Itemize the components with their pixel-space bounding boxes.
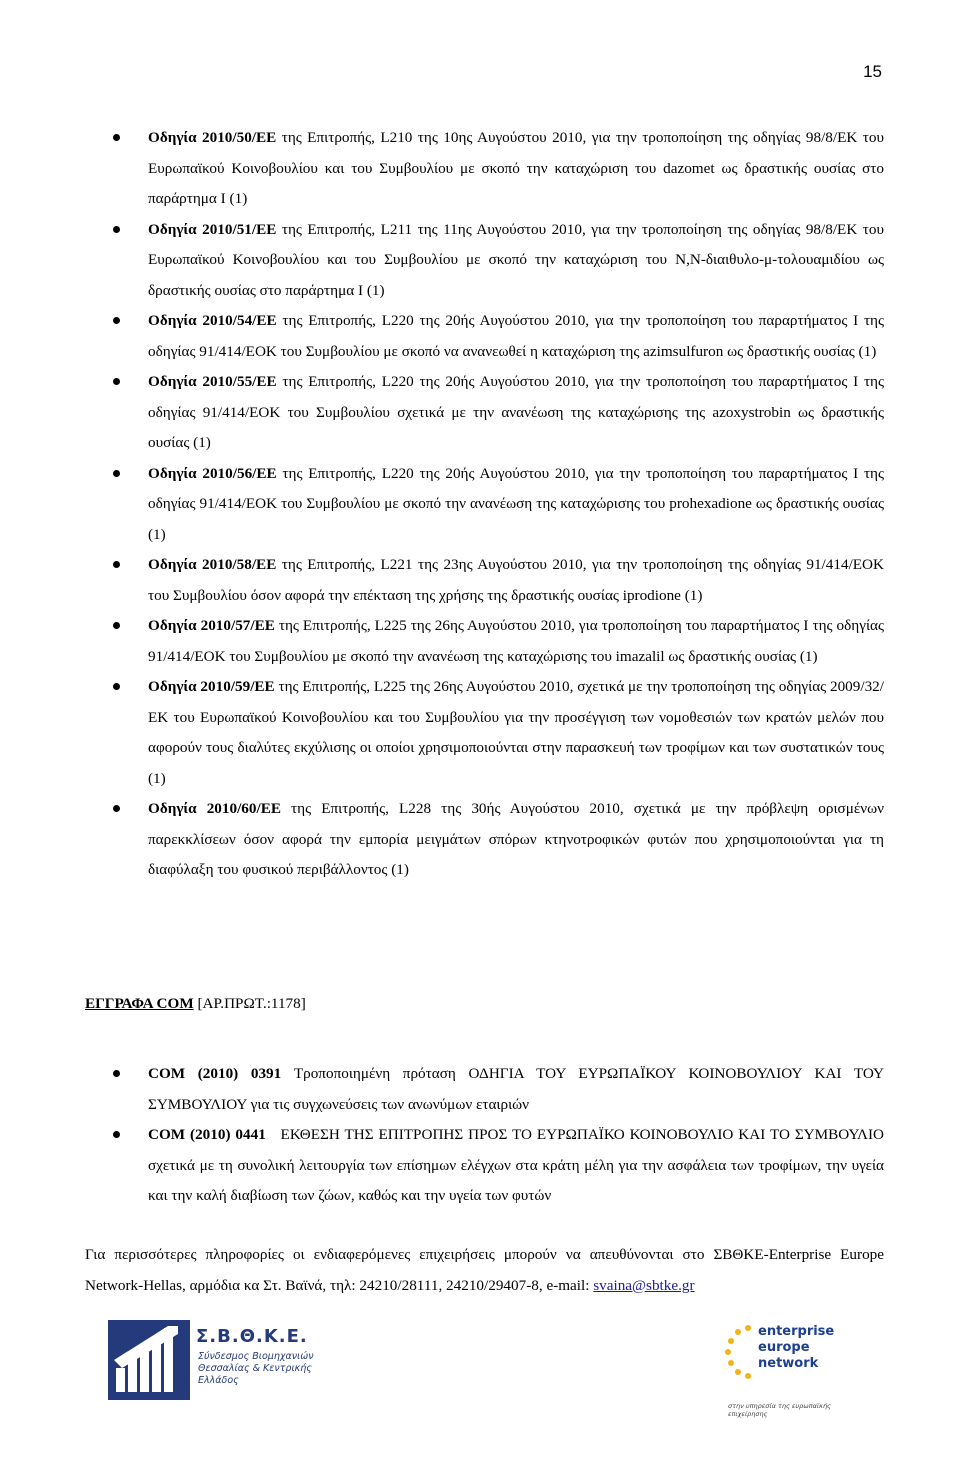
bullet-icon bbox=[113, 683, 120, 690]
bullet-icon bbox=[113, 134, 120, 141]
list-item bbox=[148, 672, 884, 794]
list-item bbox=[148, 306, 884, 367]
svbtke-abbr: Σ.Β.Θ.Κ.Ε. bbox=[196, 1326, 308, 1347]
contact-paragraph bbox=[85, 1240, 884, 1301]
bullet-icon bbox=[113, 317, 120, 324]
een-word-2: europe bbox=[758, 1340, 810, 1355]
page-number: 15 bbox=[863, 62, 882, 81]
directive-title: Οδηγία 2010/59/ΕΕ bbox=[148, 678, 275, 695]
directive-text: της Επιτροπής, L228 της 30ής Αυγούστου 2010, σχετικά με την πρόβλεψη ορισμένων παρεκκλίσεων όσον αφορά την εμπορία μειγμάτων σπόρων κτηνοτροφικών φυτών που χρησιμοποιούνται για τη διαφύλαξη του φυσικού περιβάλλοντος (1) bbox=[148, 800, 884, 878]
directive-text: της Επιτροπής, L210 της 10ης Αυγούστου 2010, για την τροποποίηση της οδηγίας 98/8/ΕΚ του Ευρωπαϊκού Κοινοβουλίου και του Συμβουλίου με σκοπό την καταχώριση του dazomet ως δραστικής ουσίας στο παράρτημα Ι (1) bbox=[148, 129, 884, 207]
list-item bbox=[148, 123, 884, 215]
contact-text: Για περισσότερες πληροφορίες οι ενδιαφερόμενες επιχειρήσεις μπορούν να απευθύνονται στο ΣΒΘΚΕ-Enterprise Europe Network-Hellas, αρμόδια κα Στ. Βαϊνά, τηλ: 24210/28111, 24210/29407-8, e-mail: bbox=[85, 1246, 884, 1294]
com-section-ref: [ΑΡ.ΠΡΩΤ.:1178] bbox=[193, 995, 306, 1012]
directive-text: της Επιτροπής, L225 της 26ης Αυγούστου 2010, σχετικά με την τροποποίηση της οδηγίας 2009/32/ΕΚ του Ευρωπαϊκού Κοινοβουλίου και του Συμβουλίου για την προσέγγιση των νομοθεσιών των κρατών μελών που αφορούν τους διαλύτες εκχύλισης οι οποίοι χρησιμοποιούνται στην παρασκευή των τροφίμων και των συστατικών τους (1) bbox=[148, 678, 885, 787]
list-item bbox=[148, 367, 884, 459]
com-doc-id: COM (2010) 0441 bbox=[148, 1126, 266, 1143]
list-item bbox=[148, 1120, 888, 1212]
directive-text: της Επιτροπής, L220 της 20ής Αυγούστου 2010, για την τροποποίηση του παραρτήματος I της οδηγίας 91/414/ΕΟΚ του Συμβουλίου με σκοπό την ανανέωση της καταχώρισης του prohexadione ως δραστικής ουσίας (1) bbox=[148, 464, 884, 543]
directive-title: Οδηγία 2010/51/ΕΕ bbox=[148, 220, 277, 238]
list-item bbox=[148, 215, 884, 307]
list-item bbox=[148, 1059, 888, 1120]
een-logo bbox=[722, 1318, 862, 1418]
directive-list bbox=[148, 123, 884, 886]
bullet-icon bbox=[113, 561, 120, 568]
com-section-heading bbox=[85, 995, 306, 1013]
com-section-title: ΕΓΓΡΑΦΑ COM bbox=[85, 995, 194, 1012]
directive-title: Οδηγία 2010/50/ΕΕ bbox=[148, 129, 277, 146]
bullet-icon bbox=[113, 226, 120, 233]
stars-icon bbox=[724, 1322, 758, 1382]
svbtke-logo bbox=[108, 1320, 318, 1400]
directive-text: της Επιτροπής, L221 της 23ης Αυγούστου 2010, για την τροποποίηση της οδηγίας 91/414/ΕΟΚ του Συμβουλίου όσον αφορά την επέκταση της χρήσης της δραστικής ουσίας iprodione (1) bbox=[148, 556, 884, 604]
directive-title: Οδηγία 2010/55/ΕΕ bbox=[148, 373, 277, 390]
list-item bbox=[148, 550, 884, 611]
list-item bbox=[148, 794, 884, 886]
directive-text: της Επιτροπής, L220 της 20ής Αυγούστου 2010, για την τροποποίηση του παραρτήματος I της οδηγίας 91/414/ΕΟΚ του Συμβουλίου σχετικά με την ανανέωση της καταχώρισης της azoxystrobin ως δραστικής ουσίας (1) bbox=[148, 373, 884, 451]
bullet-icon bbox=[113, 622, 120, 629]
com-doc-id: COM (2010) 0391 bbox=[148, 1065, 282, 1082]
svbtke-full-name: Σύνδεσμος Βιομηχανιών Θεσσαλίας & Κεντρικής Ελλάδος bbox=[198, 1351, 314, 1386]
directive-text: της Επιτροπής, L220 της 20ής Αυγούστου 2010, για την τροποποίηση του παραρτήματος I της οδηγίας 91/414/ΕΟΚ του Συμβουλίου με σκοπό να ανανεωθεί η καταχώριση της azimsulfuron ως δραστικής ουσίας (1) bbox=[148, 312, 884, 360]
com-doc-text: Τροποποιημένη πρόταση ΟΔΗΓΙΑ ΤΟΥ ΕΥΡΩΠΑΪΚΟΥ ΚΟΙΝΟΒΟΥΛΙΟΥ ΚΑΙ ΤΟΥ ΣΥΜΒΟΥΛΙΟΥ για τις συγχωνεύσεις των ανωνύμων εταιριών bbox=[148, 1065, 888, 1113]
directive-title: Οδηγία 2010/58/ΕΕ bbox=[148, 556, 277, 573]
directive-title: Οδηγία 2010/54/ΕΕ bbox=[148, 312, 277, 329]
svbtke-logo-icon bbox=[108, 1320, 190, 1400]
bullet-icon bbox=[113, 1131, 120, 1138]
een-word-1: enterprise bbox=[758, 1324, 835, 1339]
bullet-icon bbox=[113, 1070, 120, 1077]
directive-text: της Επιτροπής, L225 της 26ης Αυγούστου 2010, για τροποποίηση του παραρτήματος I της οδηγίας 91/414/ΕΟΚ του Συμβουλίου με σκοπό την ανανέωση της καταχώρισης του imazalil ως δραστικής ουσίας (1) bbox=[148, 617, 885, 665]
list-item bbox=[148, 459, 884, 551]
directive-title: Οδηγία 2010/60/ΕΕ bbox=[148, 800, 281, 817]
list-item bbox=[148, 611, 884, 672]
bullet-icon bbox=[113, 470, 120, 477]
directive-title: Οδηγία 2010/56/ΕΕ bbox=[148, 464, 277, 482]
bullet-icon bbox=[113, 805, 120, 812]
bullet-icon bbox=[113, 378, 120, 385]
com-document-list bbox=[148, 1059, 888, 1212]
email-link[interactable]: svaina@sbtke.gr bbox=[593, 1276, 695, 1294]
directive-title: Οδηγία 2010/57/ΕΕ bbox=[148, 617, 275, 634]
een-tagline: στην υπηρεσία της ευρωπαϊκής επιχείρησης bbox=[728, 1402, 831, 1418]
com-doc-text: ΕΚΘΕΣΗ ΤΗΣ ΕΠΙΤΡΟΠΗΣ ΠΡΟΣ ΤΟ ΕΥΡΩΠΑΪΚΟ ΚΟΙΝΟΒΟΥΛΙΟ ΚΑΙ ΤΟ ΣΥΜΒΟΥΛΙΟ σχετικά με τη συνολική λειτουργία των επίσημων ελέγχων στα κράτη μέλη για την ασφάλεια των τροφίμων, την υγεία και την καλή διαβίωση των ζώων, καθώς και την υγεία των φυτών bbox=[148, 1126, 888, 1204]
een-word-3: network bbox=[758, 1356, 819, 1371]
directive-text: της Επιτροπής, L211 της 11ης Αυγούστου 2010, για την τροποποίηση της οδηγίας 98/8/ΕΚ του Ευρωπαϊκού Κοινοβουλίου και του Συμβουλίου με σκοπό την καταχώριση του N,N-διαιθυλο-μ-τολουαμιδίου ως δραστικής ουσίας στο παράρτημα Ι (1) bbox=[148, 220, 884, 299]
